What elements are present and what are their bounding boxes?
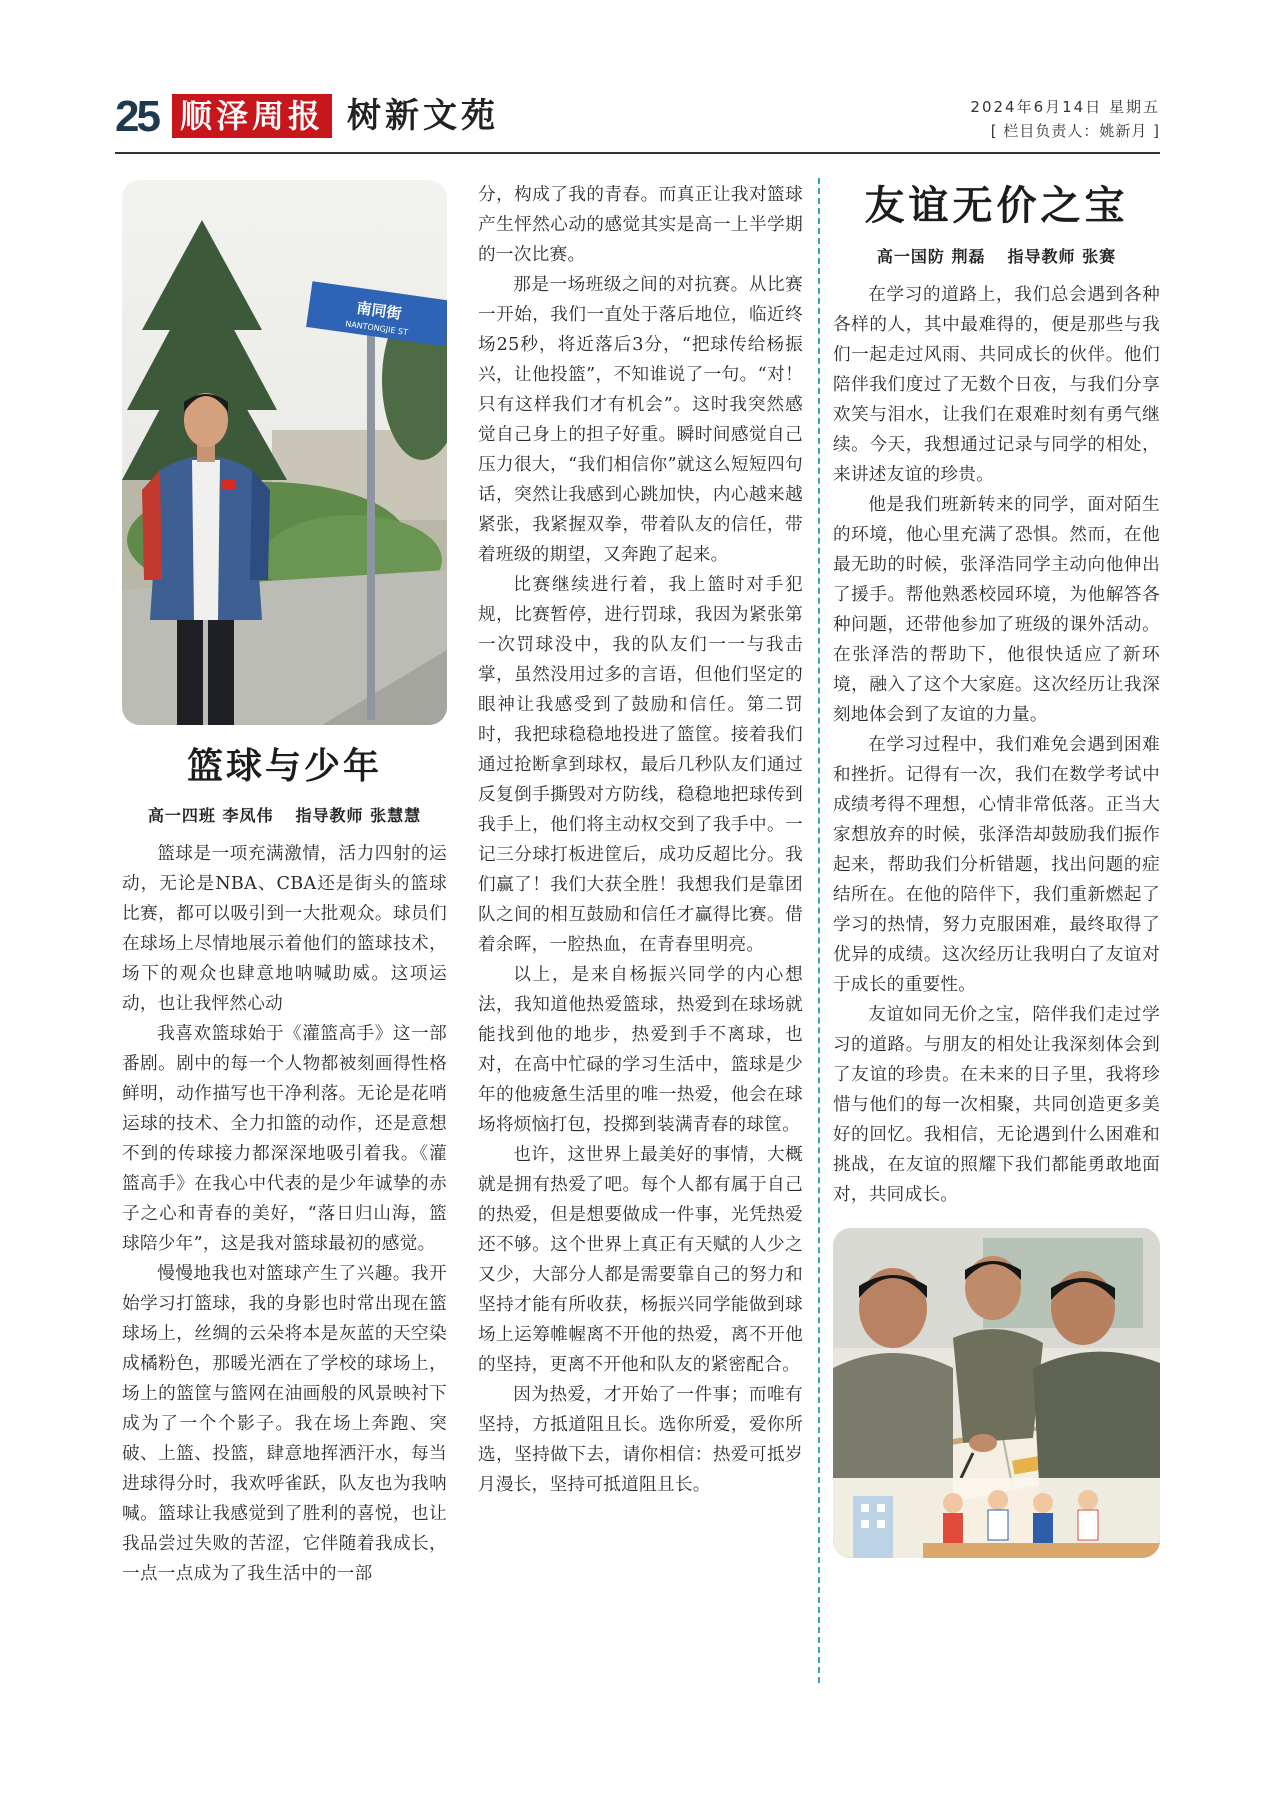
article-title-friendship: 友谊无价之宝 (864, 183, 1129, 229)
section-title: 树新文苑 (347, 96, 499, 136)
students-studying-photo (833, 1228, 1160, 1558)
paragraph: 因为热爱，才开始了一件事；而唯有坚持，方抵道阻且长。选你所爱，爱你所选，坚持做下去，请你相信：热爱可抵岁月漫长，坚持可抵道阻且长。 (478, 1385, 803, 1495)
street-sign-subtext: NANTONGJIE ST (344, 319, 409, 338)
paragraph: 篮球是一项充满激情，活力四射的运动，无论是NBA、CBA还是街头的篮球比赛，都可以吸引到一大批观众。球员们在球场上尽情地展示着他们的篮球技术，场下的观众也肆意地呐喊助威。这项运动，也让我怦然心动 (122, 844, 447, 1014)
teacher-name: 指导教师 张慧慧 (295, 806, 422, 825)
street-sign-text: 南同街 (355, 298, 403, 323)
paragraph: 慢慢地我也对篮球产生了兴趣。我开始学习打篮球，我的身影也时常出现在篮球场上，丝绸的云朵将本是灰蓝的天空染成橘粉色，那暖光洒在了学校的球场上，场上的篮筐与篮网在油画般的风景映衬下成为了一个个影子。我在场上奔跑、突破、上篮、投篮，肆意地挥洒汗水，每当进球得分时，我欢呼雀跃，队友也为我呐喊。篮球让我感觉到了胜利的喜悦，也让我品尝过失败的苦涩，它伴随着我成长，一点一点成为了我生活中的一部 (122, 1264, 447, 1584)
article-basketball-column-2 (478, 180, 803, 1500)
paragraph: 以上，是来自杨振兴同学的内心想法，我知道他热爱篮球，热爱到在球场就能找到他的地步，热爱到手不离球，也对，在高中忙碌的学习生活中，篮球是少年的他疲惫生活里的唯一热爱，他会在球场将烦恼打包，投掷到装满青春的球筐。 (478, 965, 803, 1135)
paragraph: 友谊如同无价之宝，陪伴我们走过学习的道路。与朋友的相处让我深刻体会到了友谊的珍贵。在未来的日子里，我将珍惜与他们的每一次相聚，共同创造更多美好的回忆。我相信，无论遇到什么困难和挑战，在友谊的照耀下我们都能勇敢地面对，共同成长。 (833, 1005, 1160, 1205)
paragraph: 比赛继续进行着，我上篮时对手犯规，比赛暂停，进行罚球，我因为紧张第一次罚球没中，我的队友们一一与我击掌，虽然没用过多的言语，但他们坚定的眼神让我感受到了鼓励和信任。第二罚时，我把球稳稳地投进了篮筐。接着我们通过抢断拿到球权，最后几秒队友们通过反复倒手撕毁对方防线，稳稳地把球传到我手上，他们将主动权交到了我手中。一记三分球打板进筐后，成功反超比分。我们赢了！我们大获全胜！我想我们是靠团队之间的相互鼓励和信任才赢得比赛。借着余晖，一腔热血，在青春里明亮。 (478, 575, 803, 955)
author-name: 高一四班 李凤伟 (147, 806, 274, 825)
newspaper-logo: 顺泽周报 (172, 94, 332, 138)
article-title-basketball: 篮球与少年 (186, 746, 382, 787)
masthead (115, 90, 1160, 150)
page-number: 25 (115, 92, 158, 141)
column-divider (818, 178, 820, 1683)
issue-date: 2024年6月14日 星期五 (970, 98, 1160, 116)
student-portrait-photo (122, 180, 447, 725)
paragraph: 他是我们班新转来的同学，面对陌生的环境，他心里充满了恐惧。然而，在他最无助的时候，张泽浩同学主动向他伸出了援手。帮他熟悉校园环境，为他解答各种问题，还带他参加了班级的课外活动。在张泽浩的帮助下，他很快适应了新环境，融入了这个大家庭。这次经历让我深刻地体会到了友谊的力量。 (833, 495, 1160, 725)
students-studying-illustration (833, 1228, 1160, 1558)
article-friendship-column (833, 180, 1160, 1558)
article-basketball-column-1 (122, 180, 447, 1589)
masthead-rule (115, 152, 1160, 154)
paragraph: 在学习过程中，我们难免会遇到困难和挫折。记得有一次，我们在数学考试中成绩考得不理想，心情非常低落。正当大家想放弃的时候，张泽浩却鼓励我们振作起来，帮助我们分析错题，找出问题的症结所在。在他的陪伴下，我们重新燃起了学习的热情，努力克服困难，最终取得了优异的成绩。这次经历让我明白了友谊对于成长的重要性。 (833, 735, 1160, 995)
article-byline-basketball (122, 803, 447, 829)
student-portrait-illustration (122, 180, 447, 725)
author-name: 高一国防 荆磊 (876, 247, 986, 266)
paragraph: 那是一场班级之间的对抗赛。从比赛一开始，我们一直处于落后地位，临近终场25秒，将近落后3分，“把球传给杨振兴，让他投篮”，不知谁说了一句。“对！只有这样我们才有机会”。这时我突然感觉自己身上的担子好重。瞬时间感觉自己压力很大，“我们相信你”就这么短短四句话，突然让我感到心跳加快，内心越来越紧张，我紧握双拳，带着队友的信任，带着班级的期望，又奔跑了起来。 (478, 275, 803, 565)
article-byline-friendship (833, 244, 1160, 270)
teacher-name: 指导教师 张赛 (1007, 247, 1117, 266)
paragraph: 在学习的道路上，我们总会遇到各种各样的人，其中最难得的，便是那些与我们一起走过风雨、共同成长的伙伴。他们陪伴我们度过了无数个日夜，与我们分享欢笑与泪水，让我们在艰难时刻有勇气继续。今天，我想通过记录与同学的相处，来讲述友谊的珍贵。 (833, 285, 1160, 485)
paragraph: 也许，这世界上最美好的事情，大概就是拥有热爱了吧。每个人都有属于自己的热爱，但是想要做成一件事，光凭热爱还不够。这个世界上真正有天赋的人少之又少，大部分人都是需要靠自己的努力和坚持才能有所收获，杨振兴同学能做到球场上运筹帷幄离不开他的热爱，离不开他的坚持，更离不开他和队友的紧密配合。 (478, 1145, 803, 1375)
paragraph: 我喜欢篮球始于《灌篮高手》这一部番剧。剧中的每一个人物都被刻画得性格鲜明，动作描写也干净利落。无论是花哨运球的技术、全力扣篮的动作，还是意想不到的传球接力都深深地吸引着我。《灌篮高手》在我心中代表的是少年诚挚的赤子之心和青春的美好，“落日归山海，篮球陪少年”，这是我对篮球最初的感觉。 (122, 1024, 447, 1254)
paragraph-continued: 分，构成了我的青春。而真正让我对篮球产生怦然心动的感觉其实是高一上半学期的一次比赛。 (478, 185, 803, 265)
column-editor: [ 栏目负责人：姚新月 ] (990, 122, 1160, 140)
